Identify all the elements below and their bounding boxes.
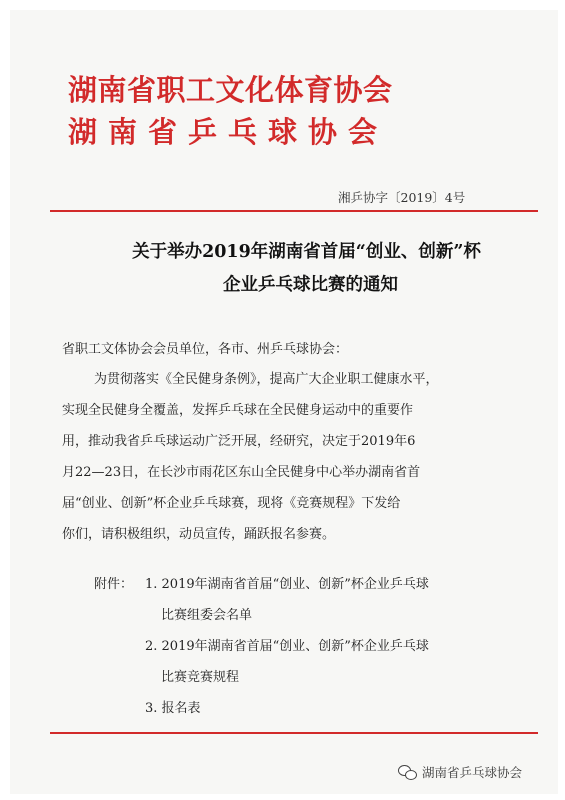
wechat-watermark — [398, 763, 522, 781]
notice-title-line1: 关于举办2019年湖南省首届“创业、创新”杯 — [132, 242, 481, 262]
attachment-item-1-line2: 比赛组委会名单 — [161, 608, 253, 623]
body-line: 为贯彻落实《全民健身条例》，提高广大企业职工健康水平， — [94, 372, 439, 387]
org-header-line2: 湖南省乒乓球协会 — [68, 115, 389, 149]
watermark-text: 湖南省乒乓球协会 — [422, 765, 523, 780]
wechat-icon — [398, 764, 418, 780]
notice-title-line2: 企业乒乓球比赛的通知 — [223, 275, 398, 295]
body-line: 用，推动我省乒乓球运动广泛开展，经研究，决定于2019年6 — [62, 434, 416, 449]
attachment-item-1-line1: 1. 2019年湖南省首届“创业、创新”杯企业乒乓球 — [145, 577, 429, 592]
body-line: 你们，请积极组织，动员宣传，踊跃报名参赛。 — [62, 527, 336, 542]
document-number: 湘乒协字〔2019〕4号 — [338, 190, 466, 205]
body-line: 月22—23日，在长沙市雨花区东山全民健身中心举办湖南省首 — [62, 465, 421, 480]
org-header-line1: 湖南省职工文化体育协会 — [68, 73, 393, 107]
attachments-label: 附件： — [94, 577, 134, 592]
attachment-item-3: 3. 报名表 — [145, 701, 201, 716]
body-line: 实现全民健身全覆盖，发挥乒乓球在全民健身运动中的重要作 — [62, 403, 414, 418]
body-line: 届“创业、创新”杯企业乒乓球赛，现将《竞赛规程》下发给 — [62, 496, 401, 511]
red-divider-bottom — [50, 732, 538, 734]
red-divider-top — [50, 210, 538, 212]
salutation: 省职工文体协会会员单位，各市、州乒乓球协会： — [62, 342, 349, 357]
attachment-item-2-line1: 2. 2019年湖南省首届“创业、创新”杯企业乒乓球 — [145, 639, 429, 654]
attachment-item-2-line2: 比赛竞赛规程 — [161, 670, 240, 685]
